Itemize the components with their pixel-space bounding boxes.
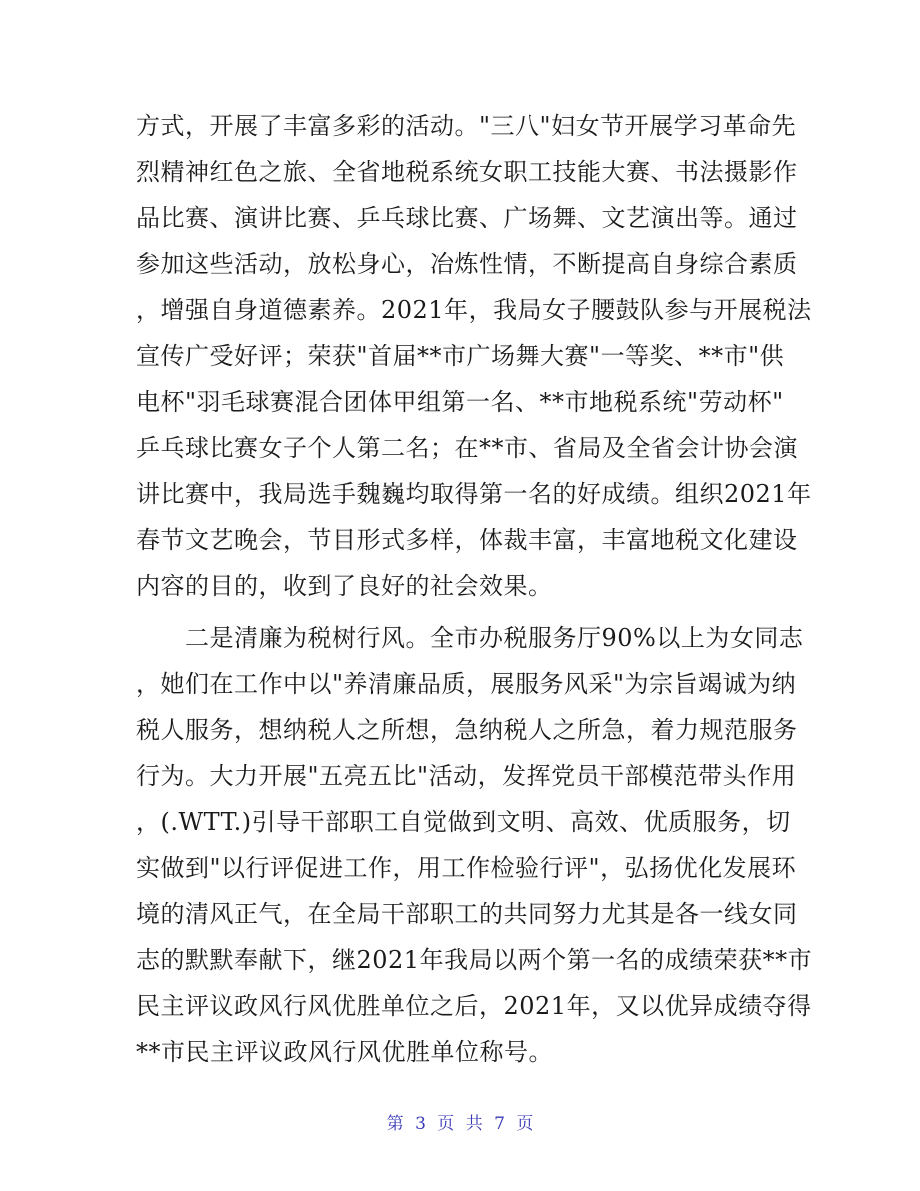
total-pages-number: 7 <box>494 1114 505 1134</box>
text-line: 境的清风正气，在全局干部职工的共同努力尤其是各一线女同 <box>136 900 798 928</box>
text-line: 乒乓球比赛女子个人第二名；在**市、省局及全省会计协会演 <box>136 434 798 462</box>
text-line: ，她们在工作中以"养清廉品质，展服务风采"为宗旨竭诚为纳 <box>136 670 797 698</box>
current-page-number: 3 <box>415 1114 426 1134</box>
page-footer <box>0 1112 920 1136</box>
text-line: 讲比赛中，我局选手魏巍均取得第一名的好成绩。组织2021年 <box>136 480 812 508</box>
text-line: 春节文艺晚会，节目形式多样，体裁丰富，丰富地税文化建设 <box>136 526 798 554</box>
text-line: 行为。大力开展"五亮五比"活动，发挥党员干部模范带头作用 <box>136 762 797 790</box>
text-line: 电杯"羽毛球赛混合团体甲组第一名、**市地税系统"劳动杯" <box>136 388 784 416</box>
footer-label-ye: 页 <box>437 1114 455 1134</box>
text-line: 烈精神红色之旅、全省地税系统女职工技能大赛、书法摄影作 <box>136 158 798 186</box>
footer-label-gong: 共 <box>465 1114 483 1134</box>
text-line: 品比赛、演讲比赛、乒乓球比赛、广场舞、文艺演出等。通过 <box>136 204 798 232</box>
paragraph-start-line: 二是清廉为税树行风。全市办税服务厅90%以上为女同志 <box>136 624 804 652</box>
footer-label-ye-2: 页 <box>516 1114 534 1134</box>
text-line: 方式，开展了丰富多彩的活动。"三八"妇女节开展学习革命先 <box>136 112 797 140</box>
text-line: **市民主评议政风行风优胜单位称号。 <box>136 1038 553 1066</box>
text-line: 税人服务，想纳税人之所想，急纳税人之所急，着力规范服务 <box>136 716 798 744</box>
footer-label-di: 第 <box>386 1114 404 1134</box>
text-line: 志的默默奉献下，继2021年我局以两个第一名的成绩荣获**市 <box>136 946 813 974</box>
text-line: 参加这些活动，放松身心，冶炼性情，不断提高自身综合素质 <box>136 250 798 278</box>
text-line: 实做到"以行评促进工作，用工作检验行评"，弘扬优化发展环 <box>136 854 797 882</box>
text-line: ，(.WTT.)引导干部职工自觉做到文明、高效、优质服务，切 <box>136 808 791 836</box>
text-line: 民主评议政风行风优胜单位之后，2021年，又以优异成绩夺得 <box>136 992 812 1020</box>
text-line: 内容的目的，收到了良好的社会效果。 <box>136 572 553 600</box>
text-line: 宣传广受好评；荣获"首届**市广场舞大赛"一等奖、**市"供 <box>136 342 785 370</box>
text-line: ，增强自身道德素养。2021年，我局女子腰鼓队参与开展税法 <box>136 296 812 324</box>
